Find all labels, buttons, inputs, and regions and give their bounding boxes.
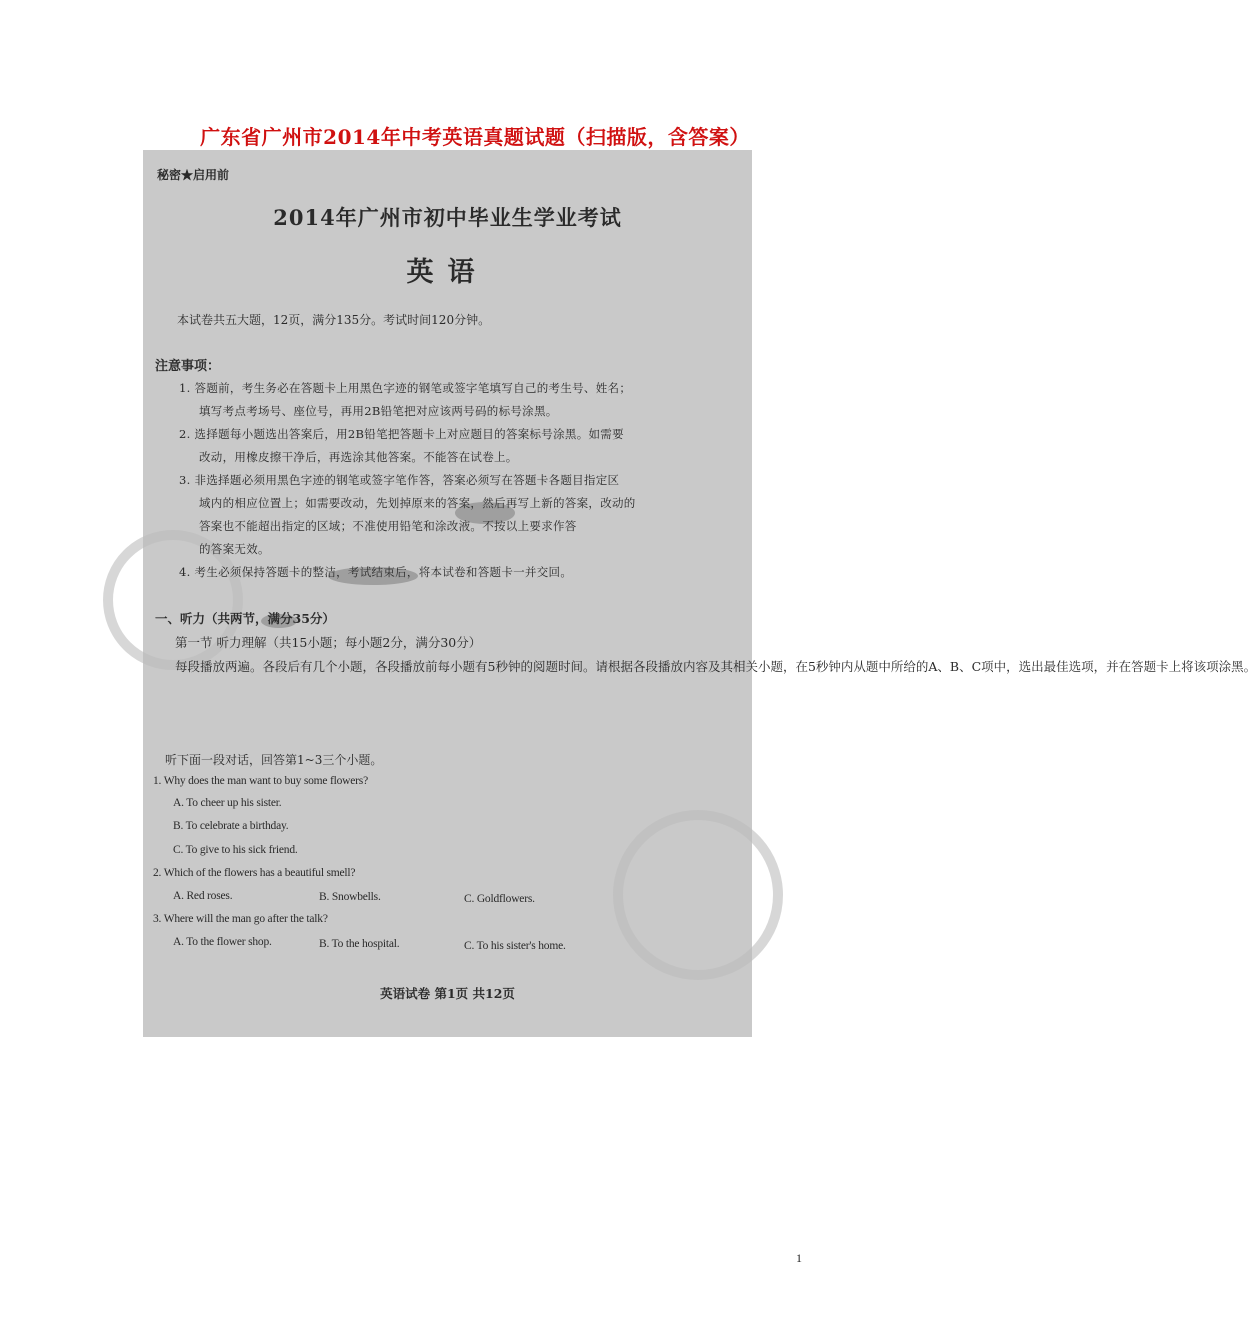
note-line: 填写考点考场号、座位号，再用2B铅笔把对应该两号码的标号涂黑。 <box>199 404 558 418</box>
note-line: 4. 考生必须保持答题卡的整洁，考试结束后，将本试卷和答题卡一并交回。 <box>179 565 573 579</box>
scanned-exam-page <box>143 150 1256 1037</box>
note-line: 的答案无效。 <box>199 542 270 556</box>
faint-stamp <box>613 810 783 980</box>
note-line: 答案也不能超出指定的区域；不准使用铅笔和涂改液。不按以上要求作答 <box>199 519 577 533</box>
page-number: 1 <box>796 1251 802 1265</box>
question-option: B. Snowbells. <box>319 891 381 903</box>
part-heading: 第一节 听力理解（共15小题；每小题2分，满分30分） <box>175 635 482 650</box>
notes-heading: 注意事项： <box>155 359 221 374</box>
question: 1. Why does the man want to buy some flowers? <box>153 775 368 787</box>
question-option: A. To cheer up his sister. <box>173 797 282 809</box>
question-option: A. Red roses. <box>173 890 233 902</box>
question: 2. Which of the flowers has a beautiful smell? <box>153 867 356 879</box>
note-line: 域内的相应位置上；如需要改动，先划掉原来的答案，然后再写上新的答案，改动的 <box>199 496 636 510</box>
secret-mark: 秘密★启用前 <box>157 168 230 182</box>
note-line: 3. 非选择题必须用黑色字迹的钢笔或签字笔作答，答案必须写在答题卡各题目指定区 <box>179 473 620 487</box>
document-title: 广东省广州市2014年中考英语真题试题（扫描版，含答案） <box>200 125 750 149</box>
question: 3. Where will the man go after the talk? <box>153 913 328 925</box>
dialog-instruction: 听下面一段对话，回答第1~3三个小题。 <box>165 753 383 767</box>
question-option: C. To his sister's home. <box>464 940 566 952</box>
exam-title: 2014年广州市初中毕业生学业考试 <box>273 205 622 230</box>
section-heading: 一、听力（共两节，满分35分） <box>155 611 335 626</box>
note-line: 改动，用橡皮擦干净后，再选涂其他答案。不能答在试卷上。 <box>199 450 518 464</box>
note-line: 2. 选择题每小题选出答案后，用2B铅笔把答题卡上对应题目的答案标号涂黑。如需要 <box>179 427 624 441</box>
note-line: 1. 答题前，考生务必在答题卡上用黑色字迹的钢笔或签字笔填写自己的考生号、姓名； <box>179 381 632 395</box>
exam-info: 本试卷共五大题，12页，满分135分。考试时间120分钟。 <box>177 313 491 327</box>
question-option: C. Goldflowers. <box>464 893 535 905</box>
question-option: A. To the flower shop. <box>173 936 272 948</box>
question-option: C. To give to his sick friend. <box>173 844 298 856</box>
subject-title: 英语 <box>406 257 489 288</box>
question-option: B. To the hospital. <box>319 938 400 950</box>
part-instructions: 每段播放两遍。各段后有几个小题，各段播放前每小题有5秒钟的阅题时间。请根据各段播放内容及其相关小题，在5秒钟内从题中所给的A、B、C项中，选出最佳选项，并在答题卡上将该项涂黑。 <box>175 659 1256 674</box>
question-option: B. To celebrate a birthday. <box>173 820 289 832</box>
exam-page-footer: 英语试卷 第1页 共12页 <box>380 986 515 1001</box>
